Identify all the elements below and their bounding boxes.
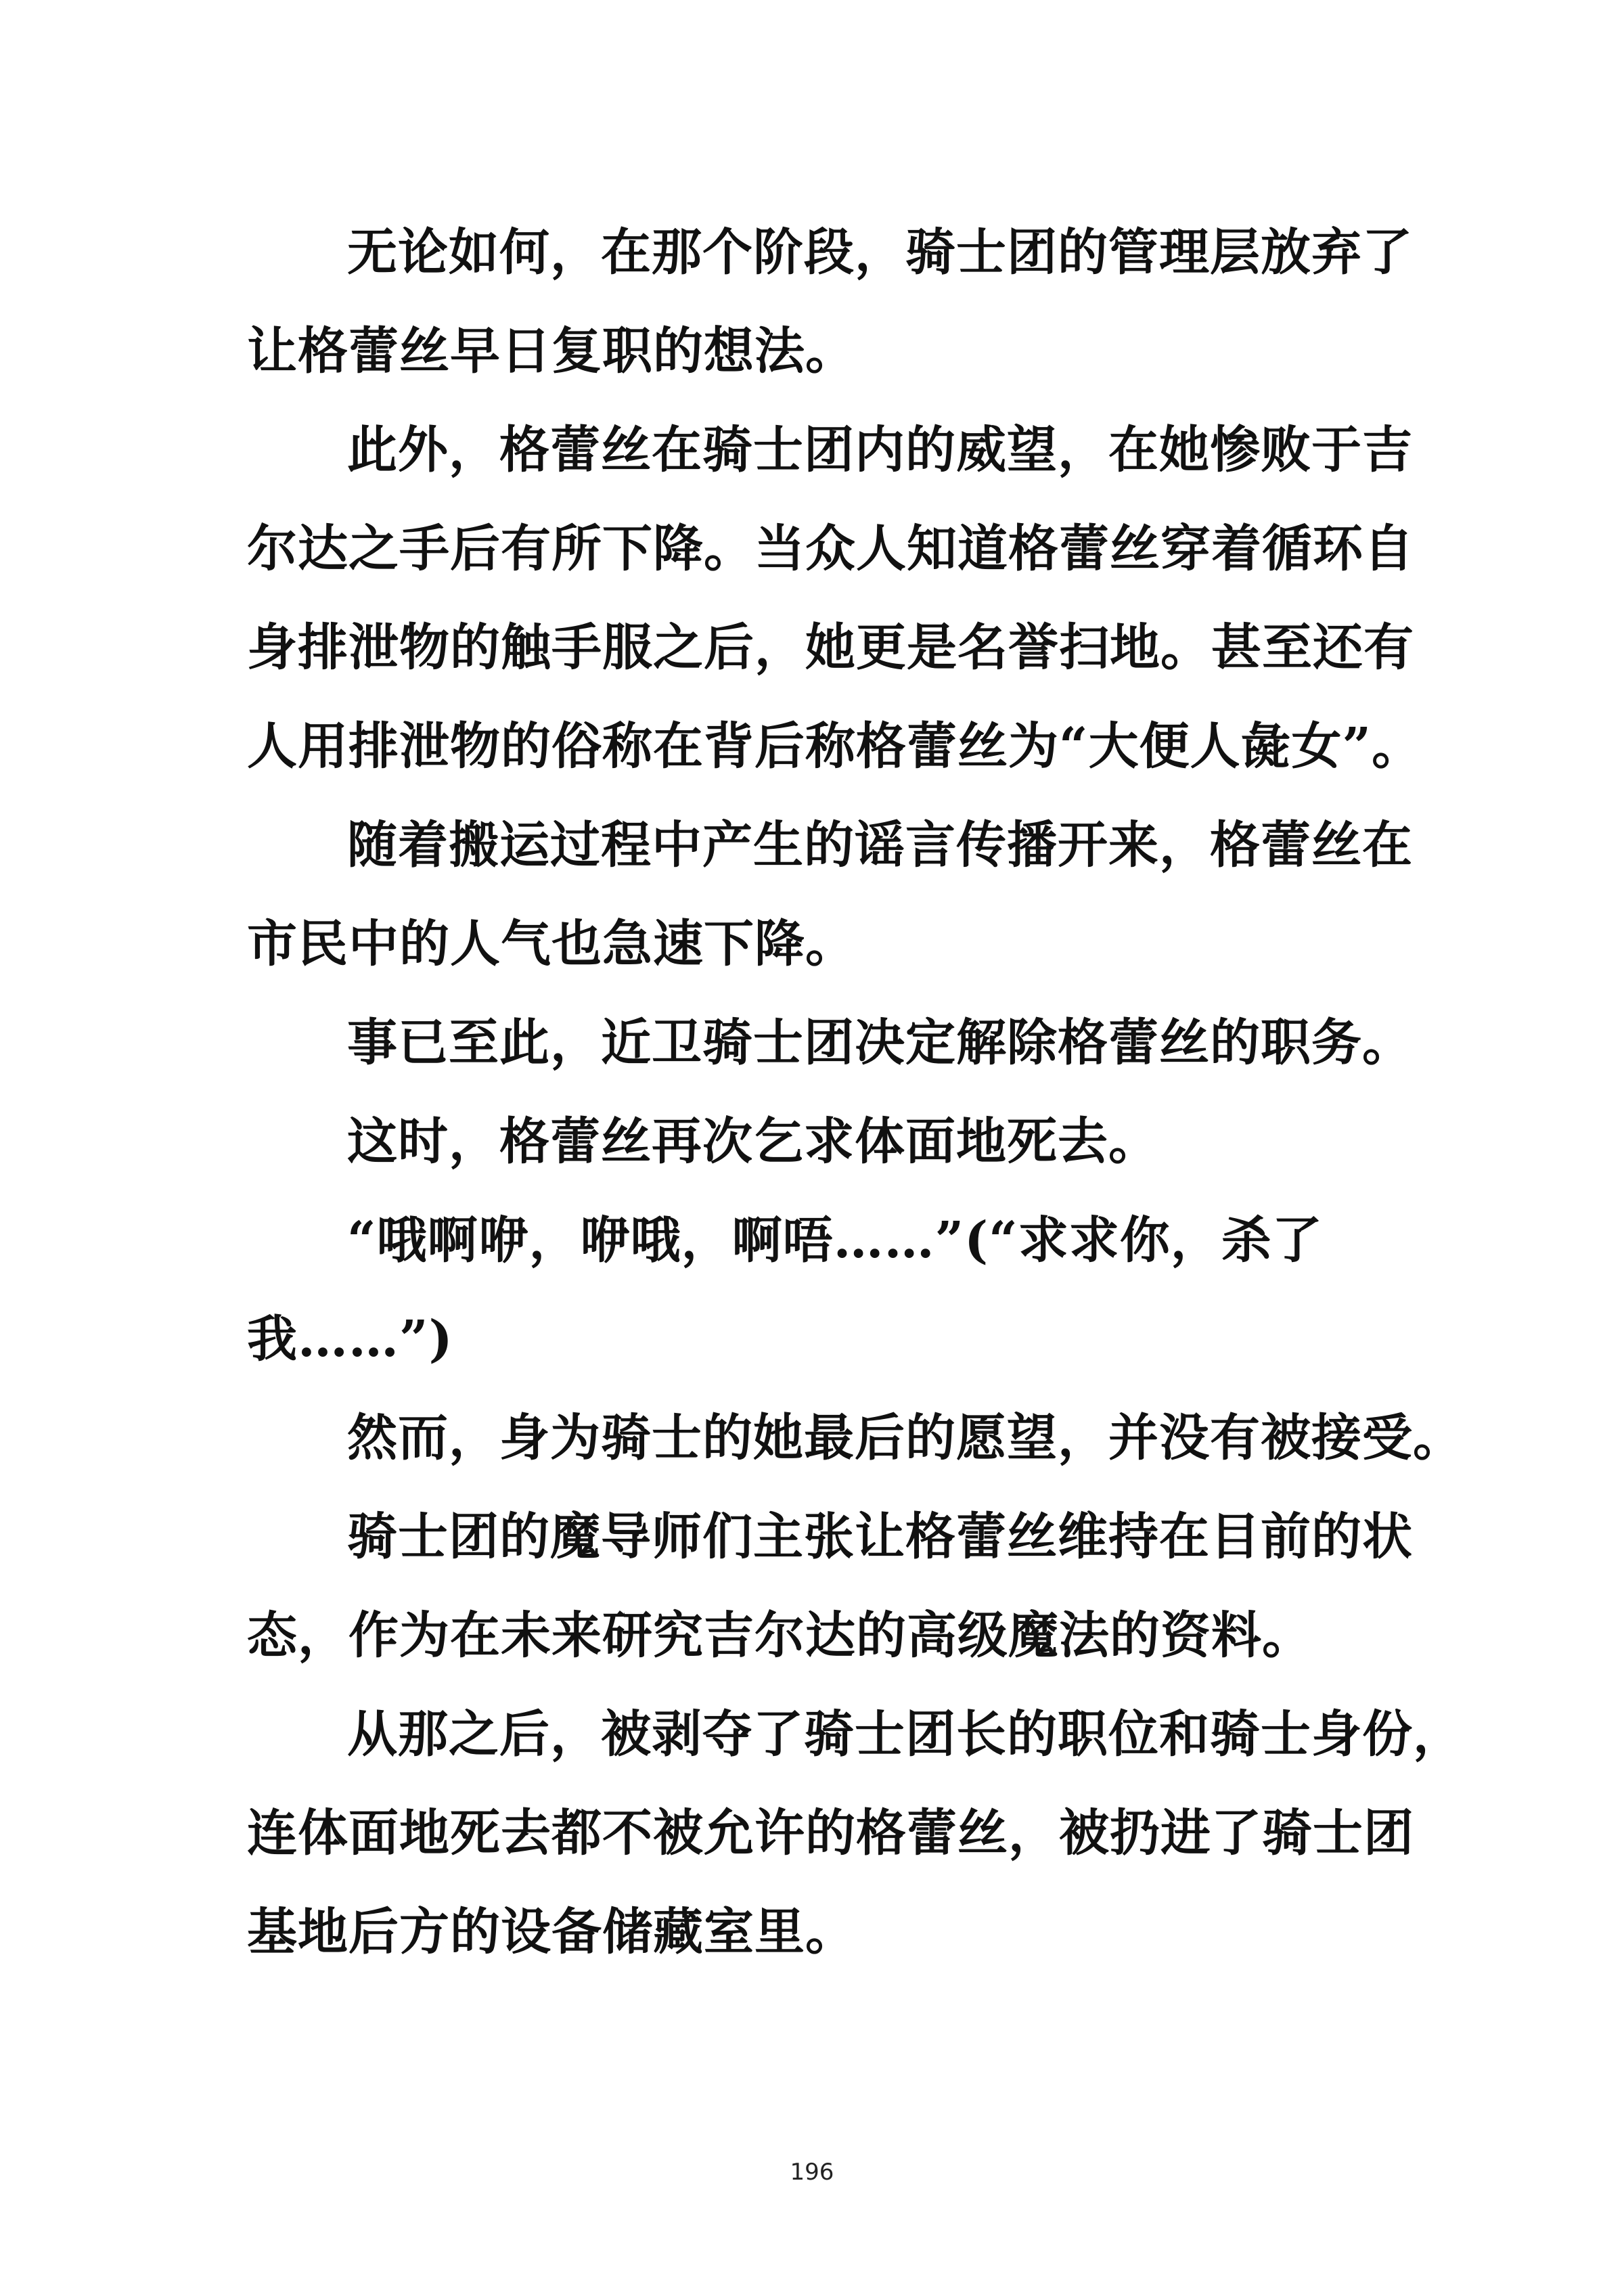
text-line-6: 人用排泄物的俗称在背后称格蕾丝为“大便人彘女”。 [247,717,1423,775]
text-line-7: 随着搬运过程中产生的谣言传播开来，格蕾丝在 [347,816,1413,874]
text-line-2: 让格蕾丝早日复职的想法。 [247,322,856,380]
body-text [247,215,1464,1994]
text-line-15: 态，作为在未来研究吉尔达的高级魔法的资料。 [247,1606,1313,1665]
text-line-3: 此外，格蕾丝在骑士团内的威望，在她惨败于吉 [347,421,1413,479]
text-line-5: 身排泄物的触手服之后，她更是名誉扫地。甚至还有 [247,618,1414,677]
page-number: 196 [790,2159,834,2186]
text-line-13: 然而，身为骑士的她最后的愿望，并没有被接受。 [347,1409,1464,1467]
text-line-12: 我……”) [247,1310,453,1368]
text-line-9: 事已至此，近卫骑士团决定解除格蕾丝的职务。 [347,1014,1413,1072]
text-line-16: 从那之后，被剥夺了骑士团长的职位和骑士身份， [347,1705,1464,1763]
text-line-14: 骑士团的魔导师们主张让格蕾丝维持在目前的状 [347,1508,1413,1566]
text-line-11: “哦啊咿，咿哦，啊唔……”(“求求你，杀了 [347,1211,1323,1269]
text-line-17: 连体面地死去都不被允许的格蕾丝，被扔进了骑士团 [247,1804,1414,1862]
text-line-8: 市民中的人气也急速下降。 [247,915,856,973]
text-line-1: 无论如何，在那个阶段，骑士团的管理层放弃了 [347,223,1413,282]
text-line-4: 尔达之手后有所下降。当众人知道格蕾丝穿着循环自 [247,520,1414,578]
text-line-10: 这时，格蕾丝再次乞求体面地死去。 [347,1112,1159,1171]
text-line-18: 基地后方的设备储藏室里。 [247,1903,856,1961]
